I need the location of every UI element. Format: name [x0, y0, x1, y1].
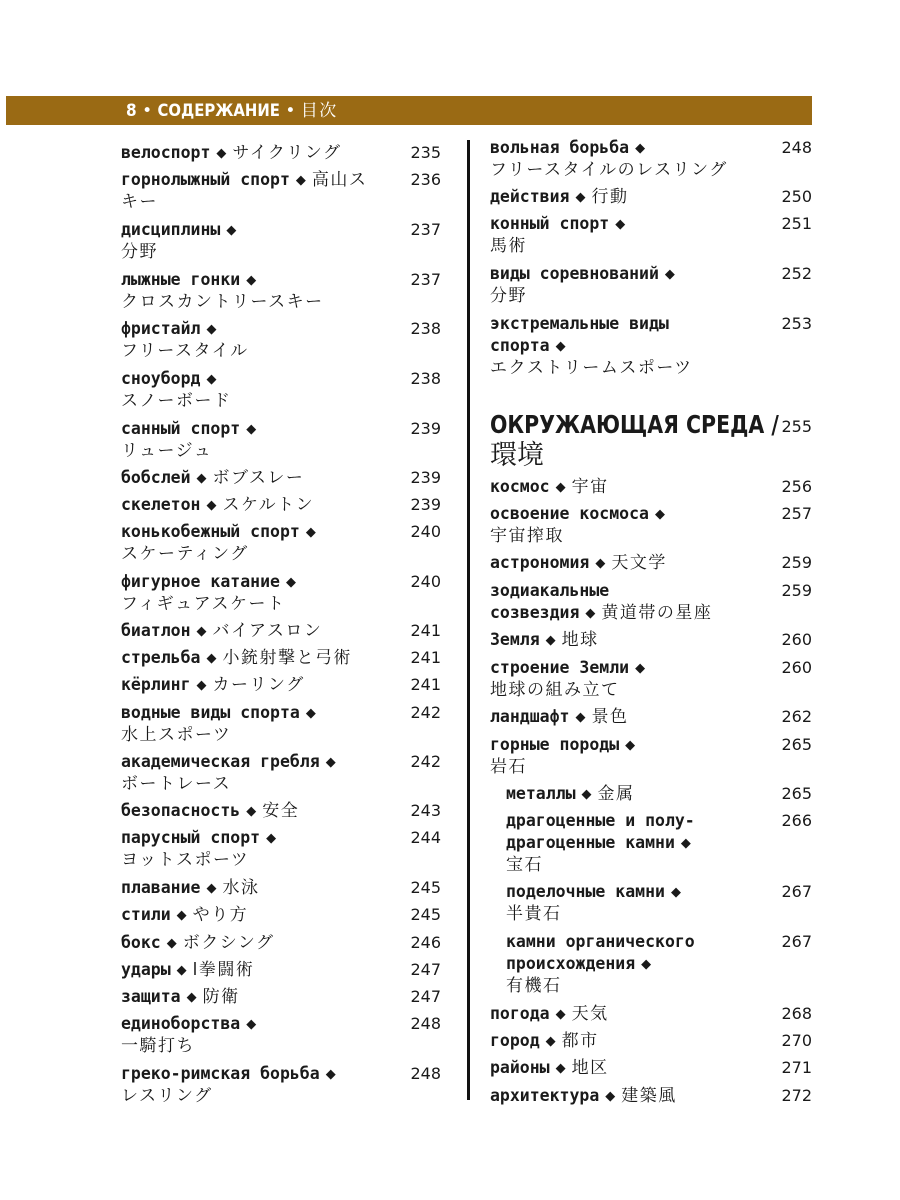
toc-entry[interactable] — [121, 169, 441, 213]
entry-ru: безопасность — [121, 801, 241, 820]
entry-ja: フリースタイル — [121, 341, 249, 361]
bullet-icon: ◆ — [635, 141, 646, 156]
toc-entry[interactable] — [121, 932, 441, 955]
entry-ru: парусный спорт — [121, 828, 261, 847]
entry-page: 251 — [781, 214, 812, 233]
bullet-icon: ◆ — [176, 963, 187, 978]
entry-ja: サイクリング — [232, 143, 342, 163]
entry-ja: やり方 — [192, 905, 249, 925]
toc-entry[interactable] — [121, 904, 441, 927]
entry-ja: 地球の組み立て — [490, 680, 620, 700]
entry-ru: стрельба — [121, 648, 201, 667]
bullet-icon: ◆ — [246, 422, 257, 437]
entry-ja: 行動 — [591, 187, 629, 207]
entry-ru: архитектура — [490, 1086, 600, 1105]
entry-ja: 天文学 — [611, 553, 667, 573]
bullet-icon: ◆ — [664, 267, 675, 282]
bullet-icon: ◆ — [206, 322, 217, 337]
bullet-icon: ◆ — [186, 990, 197, 1005]
toc-entry[interactable] — [490, 1085, 812, 1108]
entry-page: 270 — [781, 1031, 812, 1050]
entry-ja: 分野 — [121, 242, 158, 262]
entry-ru: горные породы — [490, 735, 620, 754]
entry-page: 250 — [781, 187, 812, 206]
entry-page: 260 — [781, 630, 812, 649]
entry-page: 257 — [781, 504, 812, 523]
entry-ru: бобслей — [121, 468, 191, 487]
entry-page: 265 — [781, 735, 812, 754]
entry-ja: リュージュ — [121, 441, 213, 461]
toc-entry[interactable] — [490, 313, 812, 379]
entry-page: 248 — [410, 1064, 441, 1083]
bullet-icon: ◆ — [555, 1007, 566, 1022]
header-separator: • — [142, 101, 153, 121]
entry-ru: лыжные гонки — [121, 270, 241, 289]
entry-ru: водные виды спорта — [121, 703, 300, 722]
entry-ja: l拳闘術 — [192, 960, 255, 980]
toc-entry[interactable] — [121, 1063, 441, 1107]
entry-page: 239 — [410, 495, 441, 514]
bullet-icon: ◆ — [246, 273, 257, 288]
entry-ja: 一騎打ち — [121, 1036, 195, 1056]
entry-page: 248 — [781, 138, 812, 157]
toc-entry[interactable] — [121, 959, 441, 982]
entry-ru: поделочные камни — [506, 882, 665, 901]
toc-entry[interactable] — [490, 552, 812, 575]
toc-subentry[interactable] — [506, 783, 812, 806]
entry-page: 267 — [781, 882, 812, 901]
toc-entry[interactable] — [490, 476, 812, 499]
entry-page: 241 — [410, 648, 441, 667]
entry-ja: スケーティング — [121, 544, 249, 564]
entry-ru: академическая гребля — [121, 752, 320, 771]
bullet-icon: ◆ — [585, 606, 596, 621]
bullet-icon: ◆ — [305, 525, 316, 540]
bullet-icon: ◆ — [555, 480, 566, 495]
entry-page: 268 — [781, 1004, 812, 1023]
entry-page: 266 — [781, 811, 812, 830]
entry-ja: 小銃射撃と弓術 — [222, 648, 352, 668]
toc-entry[interactable] — [490, 580, 812, 625]
entry-ja: 半貴石 — [506, 904, 562, 924]
toc-entry[interactable] — [121, 674, 441, 697]
entry-page: 238 — [410, 369, 441, 388]
entry-ja: レスリング — [121, 1086, 213, 1106]
entry-page: 242 — [410, 703, 441, 722]
entry-ru: плавание — [121, 878, 201, 897]
entry-ru: велоспорт — [121, 143, 211, 162]
entry-ru: город — [490, 1031, 540, 1050]
entry-ja: スケルトン — [222, 495, 315, 515]
bullet-icon: ◆ — [605, 1089, 616, 1104]
bullet-icon: ◆ — [581, 787, 592, 802]
entry-page: 272 — [781, 1086, 812, 1105]
entry-ru: дисциплины — [121, 220, 221, 239]
entry-ja: ヨットスポーツ — [121, 850, 250, 870]
entry-ja: 馬術 — [490, 236, 527, 256]
bullet-icon: ◆ — [196, 678, 207, 693]
entry-page: 253 — [781, 314, 812, 333]
entry-page: 262 — [781, 707, 812, 726]
entry-page: 245 — [410, 905, 441, 924]
entry-ru: защита — [121, 987, 181, 1006]
entry-ja: 水上スポーツ — [121, 725, 232, 745]
bullet-icon: ◆ — [625, 738, 636, 753]
page-number: 8 — [126, 101, 137, 121]
entry-page: 237 — [410, 220, 441, 239]
entry-ja: バイアスロン — [212, 621, 323, 641]
entry-ru: районы — [490, 1058, 550, 1077]
entry-ja: 景色 — [591, 707, 629, 727]
entry-ja: 有機石 — [506, 976, 562, 996]
entry-ja: フリースタイルのレスリング — [490, 160, 728, 180]
entry-ja: 安全 — [262, 801, 300, 821]
bullet-icon: ◆ — [206, 651, 217, 666]
entry-page: 241 — [410, 621, 441, 640]
entry-ja: ボクシング — [182, 933, 275, 953]
entry-ja: カーリング — [212, 675, 305, 695]
entry-ja: 水泳 — [222, 878, 260, 898]
toc-entry[interactable] — [490, 629, 812, 652]
toc-entry[interactable] — [121, 571, 441, 615]
entry-page: 271 — [781, 1058, 812, 1077]
entry-page: 259 — [781, 581, 812, 600]
entry-ja: ボートレース — [121, 774, 232, 794]
bullet-icon: ◆ — [555, 1061, 566, 1076]
entry-page: 239 — [410, 419, 441, 438]
entry-ja: 高山スキー — [121, 170, 368, 212]
toc-entry[interactable] — [490, 503, 812, 547]
bullet-icon: ◆ — [545, 1034, 556, 1049]
entry-page: 247 — [410, 987, 441, 1006]
entry-page: 247 — [410, 960, 441, 979]
header-separator: • — [285, 101, 296, 121]
bullet-icon: ◆ — [285, 575, 296, 590]
bullet-icon: ◆ — [575, 190, 586, 205]
bullet-icon: ◆ — [680, 836, 691, 851]
toc-entry[interactable] — [121, 827, 441, 871]
entry-ru: действия — [490, 187, 570, 206]
entry-page: 240 — [410, 522, 441, 541]
entry-ru: фристайл — [121, 319, 201, 338]
bullet-icon: ◆ — [615, 217, 626, 232]
entry-ja: 黄道帯の星座 — [601, 603, 713, 623]
entry-ja: 建築風 — [621, 1086, 677, 1106]
entry-ru: экстремальные виды спорта — [490, 314, 669, 355]
toc-entry[interactable] — [121, 647, 441, 670]
entry-ru: космос — [490, 477, 550, 496]
toc-entry[interactable] — [121, 418, 441, 462]
entry-page: 241 — [410, 675, 441, 694]
bullet-icon: ◆ — [216, 146, 227, 161]
entry-page: 235 — [410, 143, 441, 162]
entry-ru: погода — [490, 1004, 550, 1023]
page-header-bar — [6, 96, 812, 125]
entry-page: 236 — [410, 170, 441, 189]
section-page: 255 — [781, 417, 812, 436]
entry-ru: освоение космоса — [490, 504, 649, 523]
bullet-icon: ◆ — [196, 624, 207, 639]
entry-page: 252 — [781, 264, 812, 283]
entry-ja: 宝石 — [506, 855, 543, 875]
toc-entry[interactable] — [490, 137, 812, 181]
entry-ru: горнолыжный спорт — [121, 170, 290, 189]
entry-ja: フィギュアスケート — [121, 594, 286, 614]
bullet-icon: ◆ — [670, 885, 681, 900]
entry-page: 256 — [781, 477, 812, 496]
page-header — [126, 96, 338, 125]
bullet-icon: ◆ — [206, 881, 217, 896]
entry-ru: ландшафт — [490, 707, 570, 726]
entry-page: 248 — [410, 1014, 441, 1033]
toc-entry[interactable] — [121, 219, 441, 263]
entry-page: 246 — [410, 933, 441, 952]
entry-ru: кёрлинг — [121, 675, 191, 694]
toc-entry[interactable] — [490, 213, 812, 257]
section-heading[interactable] — [490, 410, 812, 472]
bullet-icon: ◆ — [206, 498, 217, 513]
toc-entry[interactable] — [121, 494, 441, 517]
header-title-ru: СОДЕРЖАНИЕ — [157, 101, 280, 120]
entry-ru: сноуборд — [121, 369, 201, 388]
bullet-icon: ◆ — [635, 661, 646, 676]
toc-entry[interactable] — [121, 620, 441, 643]
bullet-icon: ◆ — [654, 507, 665, 522]
entry-ru: драгоценные и полу-драгоценные камни — [506, 811, 695, 852]
entry-ja: 宇宙 — [571, 477, 609, 497]
bullet-icon: ◆ — [575, 710, 586, 725]
bullet-icon: ◆ — [595, 556, 606, 571]
entry-ru: стили — [121, 905, 171, 924]
bullet-icon: ◆ — [166, 936, 177, 951]
entry-ru: санный спорт — [121, 419, 241, 438]
toc-subentry[interactable] — [506, 810, 812, 876]
entry-ru: виды соревнований — [490, 264, 659, 283]
toc-entry[interactable] — [121, 702, 441, 746]
bullet-icon: ◆ — [206, 372, 217, 387]
toc-entry[interactable] — [121, 142, 441, 165]
toc-entry[interactable] — [490, 186, 812, 209]
entry-page: 240 — [410, 572, 441, 591]
toc-entry[interactable] — [121, 318, 441, 362]
entry-ja: 宇宙搾取 — [490, 526, 564, 546]
toc-subentry[interactable] — [506, 881, 812, 925]
entry-page: 259 — [781, 553, 812, 572]
toc-entry[interactable] — [490, 1057, 812, 1080]
entry-ja: 地球 — [561, 630, 599, 650]
bullet-icon: ◆ — [226, 223, 237, 238]
entry-page: 260 — [781, 658, 812, 677]
entry-ja: 分野 — [490, 286, 527, 306]
entry-ja: ボブスレー — [212, 468, 305, 488]
entry-ja: 金属 — [597, 784, 635, 804]
entry-page: 242 — [410, 752, 441, 771]
bullet-icon: ◆ — [545, 633, 556, 648]
toc-entry[interactable] — [121, 800, 441, 823]
toc-entry[interactable] — [490, 657, 812, 701]
bullet-icon: ◆ — [246, 1017, 257, 1032]
entry-ru: фигурное катание — [121, 572, 280, 591]
entry-ru: единоборства — [121, 1014, 241, 1033]
entry-ja: クロスカントリースキー — [121, 292, 324, 312]
column-divider — [467, 140, 470, 1100]
entry-ru: Земля — [490, 630, 540, 649]
entry-page: 239 — [410, 468, 441, 487]
header-title-ja: 目次 — [300, 101, 338, 121]
entry-ru: зодиакальные созвездия — [490, 581, 610, 622]
bullet-icon: ◆ — [266, 831, 277, 846]
entry-ja: 地区 — [571, 1058, 609, 1078]
entry-page: 267 — [781, 932, 812, 951]
entry-ru: конный спорт — [490, 214, 610, 233]
section-title-ru: ОКРУЖАЮЩАЯ СРЕДА / — [490, 410, 779, 439]
bullet-icon: ◆ — [295, 173, 306, 188]
toc-entry[interactable] — [490, 734, 812, 778]
toc-entry[interactable] — [121, 751, 441, 795]
entry-ru: биатлон — [121, 621, 191, 640]
section-title-ja: 環境 — [490, 440, 544, 471]
entry-page: 238 — [410, 319, 441, 338]
entry-ja: 都市 — [561, 1031, 599, 1051]
entry-ru: металлы — [506, 784, 576, 803]
toc-entry[interactable] — [121, 877, 441, 900]
entry-ru: камни органического происхождения — [506, 932, 695, 973]
bullet-icon: ◆ — [176, 908, 187, 923]
entry-ru: вольная борьба — [490, 138, 630, 157]
toc-entry[interactable] — [490, 1030, 812, 1053]
entry-ru: конькобежный спорт — [121, 522, 300, 541]
entry-page: 243 — [410, 801, 441, 820]
entry-ru: скелетон — [121, 495, 201, 514]
bullet-icon: ◆ — [555, 339, 566, 354]
bullet-icon: ◆ — [325, 1067, 336, 1082]
toc-entry[interactable] — [121, 269, 441, 313]
toc-subentry[interactable] — [506, 931, 812, 997]
toc-entry[interactable] — [121, 521, 441, 565]
entry-ja: エクストリームスポーツ — [490, 358, 693, 378]
entry-ja: 天気 — [571, 1004, 609, 1024]
entry-ja: スノーボード — [121, 391, 232, 411]
toc-entry[interactable] — [490, 1003, 812, 1026]
toc-entry[interactable] — [490, 263, 812, 307]
entry-page: 244 — [410, 828, 441, 847]
toc-entry[interactable] — [121, 368, 441, 412]
toc-entry[interactable] — [121, 467, 441, 490]
toc-entry[interactable] — [121, 1013, 441, 1057]
entry-ru: греко-римская борьба — [121, 1064, 320, 1083]
entry-ru: удары — [121, 960, 171, 979]
entry-page: 237 — [410, 270, 441, 289]
entry-ja: 防衛 — [202, 987, 240, 1007]
bullet-icon: ◆ — [196, 471, 207, 486]
bullet-icon: ◆ — [641, 957, 652, 972]
entry-page: 245 — [410, 878, 441, 897]
entry-ru: строение Земли — [490, 658, 630, 677]
entry-ru: бокс — [121, 933, 161, 952]
bullet-icon: ◆ — [305, 706, 316, 721]
toc-entry[interactable] — [121, 986, 441, 1009]
bullet-icon: ◆ — [246, 804, 257, 819]
bullet-icon: ◆ — [325, 755, 336, 770]
entry-page: 265 — [781, 784, 812, 803]
entry-ru: астрономия — [490, 553, 590, 572]
toc-entry[interactable] — [490, 706, 812, 729]
entry-ja: 岩石 — [490, 757, 527, 777]
